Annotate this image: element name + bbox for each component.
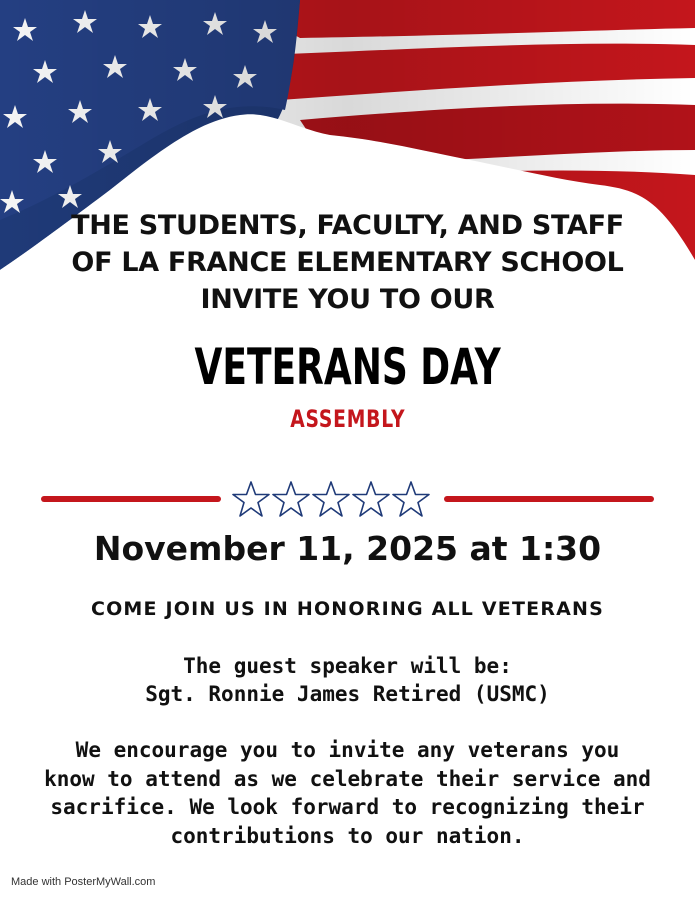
event-subtitle: ASSEMBLY: [289, 405, 406, 433]
message-line-2: know to attend as we celebrate their service and: [44, 766, 651, 791]
star-icon: [353, 482, 389, 516]
invitation-line-1: THE STUDENTS, FACULTY, AND STAFF: [71, 210, 624, 241]
star-icon: [273, 482, 309, 516]
message-paragraph: [20, 736, 675, 850]
invitation-line-3: INVITE YOU TO OUR: [200, 284, 495, 315]
divider-right: [444, 496, 654, 502]
star-icon: [233, 482, 269, 516]
invitation-text: [0, 207, 695, 318]
event-title: VETERANS DAY: [194, 338, 501, 396]
five-star-row-icon: [231, 480, 431, 520]
event-tagline: COME JOIN US IN HONORING ALL VETERANS: [90, 598, 605, 620]
invitation-line-2: OF LA FRANCE ELEMENTARY SCHOOL: [71, 247, 624, 278]
speaker-intro: The guest speaker will be:: [183, 654, 512, 678]
footer-credit: Made with PosterMyWall.com: [11, 876, 156, 888]
speaker-block: [0, 652, 695, 708]
event-date: November 11, 2025 at 1:30: [93, 529, 602, 568]
speaker-name: Sgt. Ronnie James Retired (USMC): [145, 682, 550, 706]
star-icon: [313, 482, 349, 516]
message-line-4: contributions to our nation.: [170, 823, 525, 848]
star-icon: [393, 482, 429, 516]
message-line-1: We encourage you to invite any veterans you: [75, 738, 620, 762]
divider-left: [41, 496, 221, 502]
message-line-3: sacrifice. We look forward to recognizing their: [50, 795, 645, 819]
